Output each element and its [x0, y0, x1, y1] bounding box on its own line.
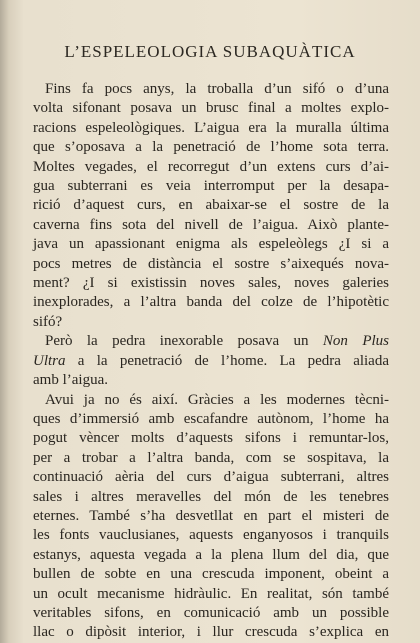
text-line: bullen de sobte en una crescuda imponent, obeint a [33, 566, 389, 583]
text-line: les fonts vauclusianes, aquests enganyosos i tranquils [33, 527, 389, 544]
text-line: veritables sifons, en comunicació amb un possible [33, 604, 389, 621]
text-line: eternes. També s’ha desvetllat en part el misteri de [33, 507, 389, 524]
text-line: per a trobar a l’altra banda, com se sospitava, la [33, 449, 389, 466]
text-line: sifó? [33, 313, 63, 330]
text-line: pocs metres de distància el sostre s’aixequés nova- [33, 255, 389, 272]
italic-phrase: Non Plus [322, 333, 389, 350]
text-line: java un apassionant enigma als espeleòlegs ¿I si a [33, 236, 389, 253]
chapter-title: L’ESPELEOLOGIA SUBAQUÀTICA [64, 42, 356, 61]
text-line: volta sifonant posava un brusc final a moltes explo- [33, 100, 389, 117]
text-line: amb l’aigua. [33, 372, 108, 389]
text-line: continuació aèria del curs d’aigua subterrani, altres [33, 469, 389, 486]
text-line: caverna fins sota del nivell de l’aigua. Això plante- [33, 216, 389, 233]
text-line: racions espeleològiques. L’aigua era la muralla última [33, 119, 389, 136]
text-line: llac o dipòsit interior, i llur crescuda s’explica en [33, 624, 389, 641]
text-line: Moltes vegades, el recorregut d’un extens curs d’ai- [33, 158, 389, 175]
paragraph-2 [33, 332, 389, 390]
text-line: Fins fa pocs anys, la troballa d’un sifó o d’una [45, 81, 389, 97]
text-line: gua subterrani es veia interromput per la desapa- [33, 178, 389, 195]
italic-phrase: Ultra [33, 352, 66, 369]
text-line-with-italic: Ultra a la penetració de l’home. La pedra aliada [33, 352, 389, 369]
body-text [33, 80, 389, 643]
text-line: inexplorades, a l’altra banda del colze de l’hipotètic [33, 294, 389, 311]
text-line: sales i altres meravelles del món de les tenebres [33, 488, 389, 505]
text-line: Avui ja no és així. Gràcies a les modernes tècni- [45, 391, 389, 408]
text-line-with-italic: Però la pedra inexorable posava un Non Plus [45, 333, 389, 350]
text-line: que s’oposava a la penetració de l’home sota terra. [33, 139, 389, 156]
text-line: pogut vèncer molts d’aquests sifons i remuntar-los, [33, 430, 389, 447]
text-line: ment? ¿I si existissin noves sales, noves galeries [33, 275, 389, 292]
text-line: ques d’immersió amb escafandre autònom, l’home ha [33, 410, 389, 427]
paragraph-3 [33, 391, 389, 643]
text-line: un ocult mecanisme hidràulic. En realitat, són també [33, 585, 389, 602]
paragraph-1 [33, 80, 389, 332]
text-line: rició d’aquest curs, en abaixar-se el sostre de la [33, 197, 389, 214]
text-line: estanys, aquesta vegada a la plena llum del dia, que [33, 546, 389, 563]
